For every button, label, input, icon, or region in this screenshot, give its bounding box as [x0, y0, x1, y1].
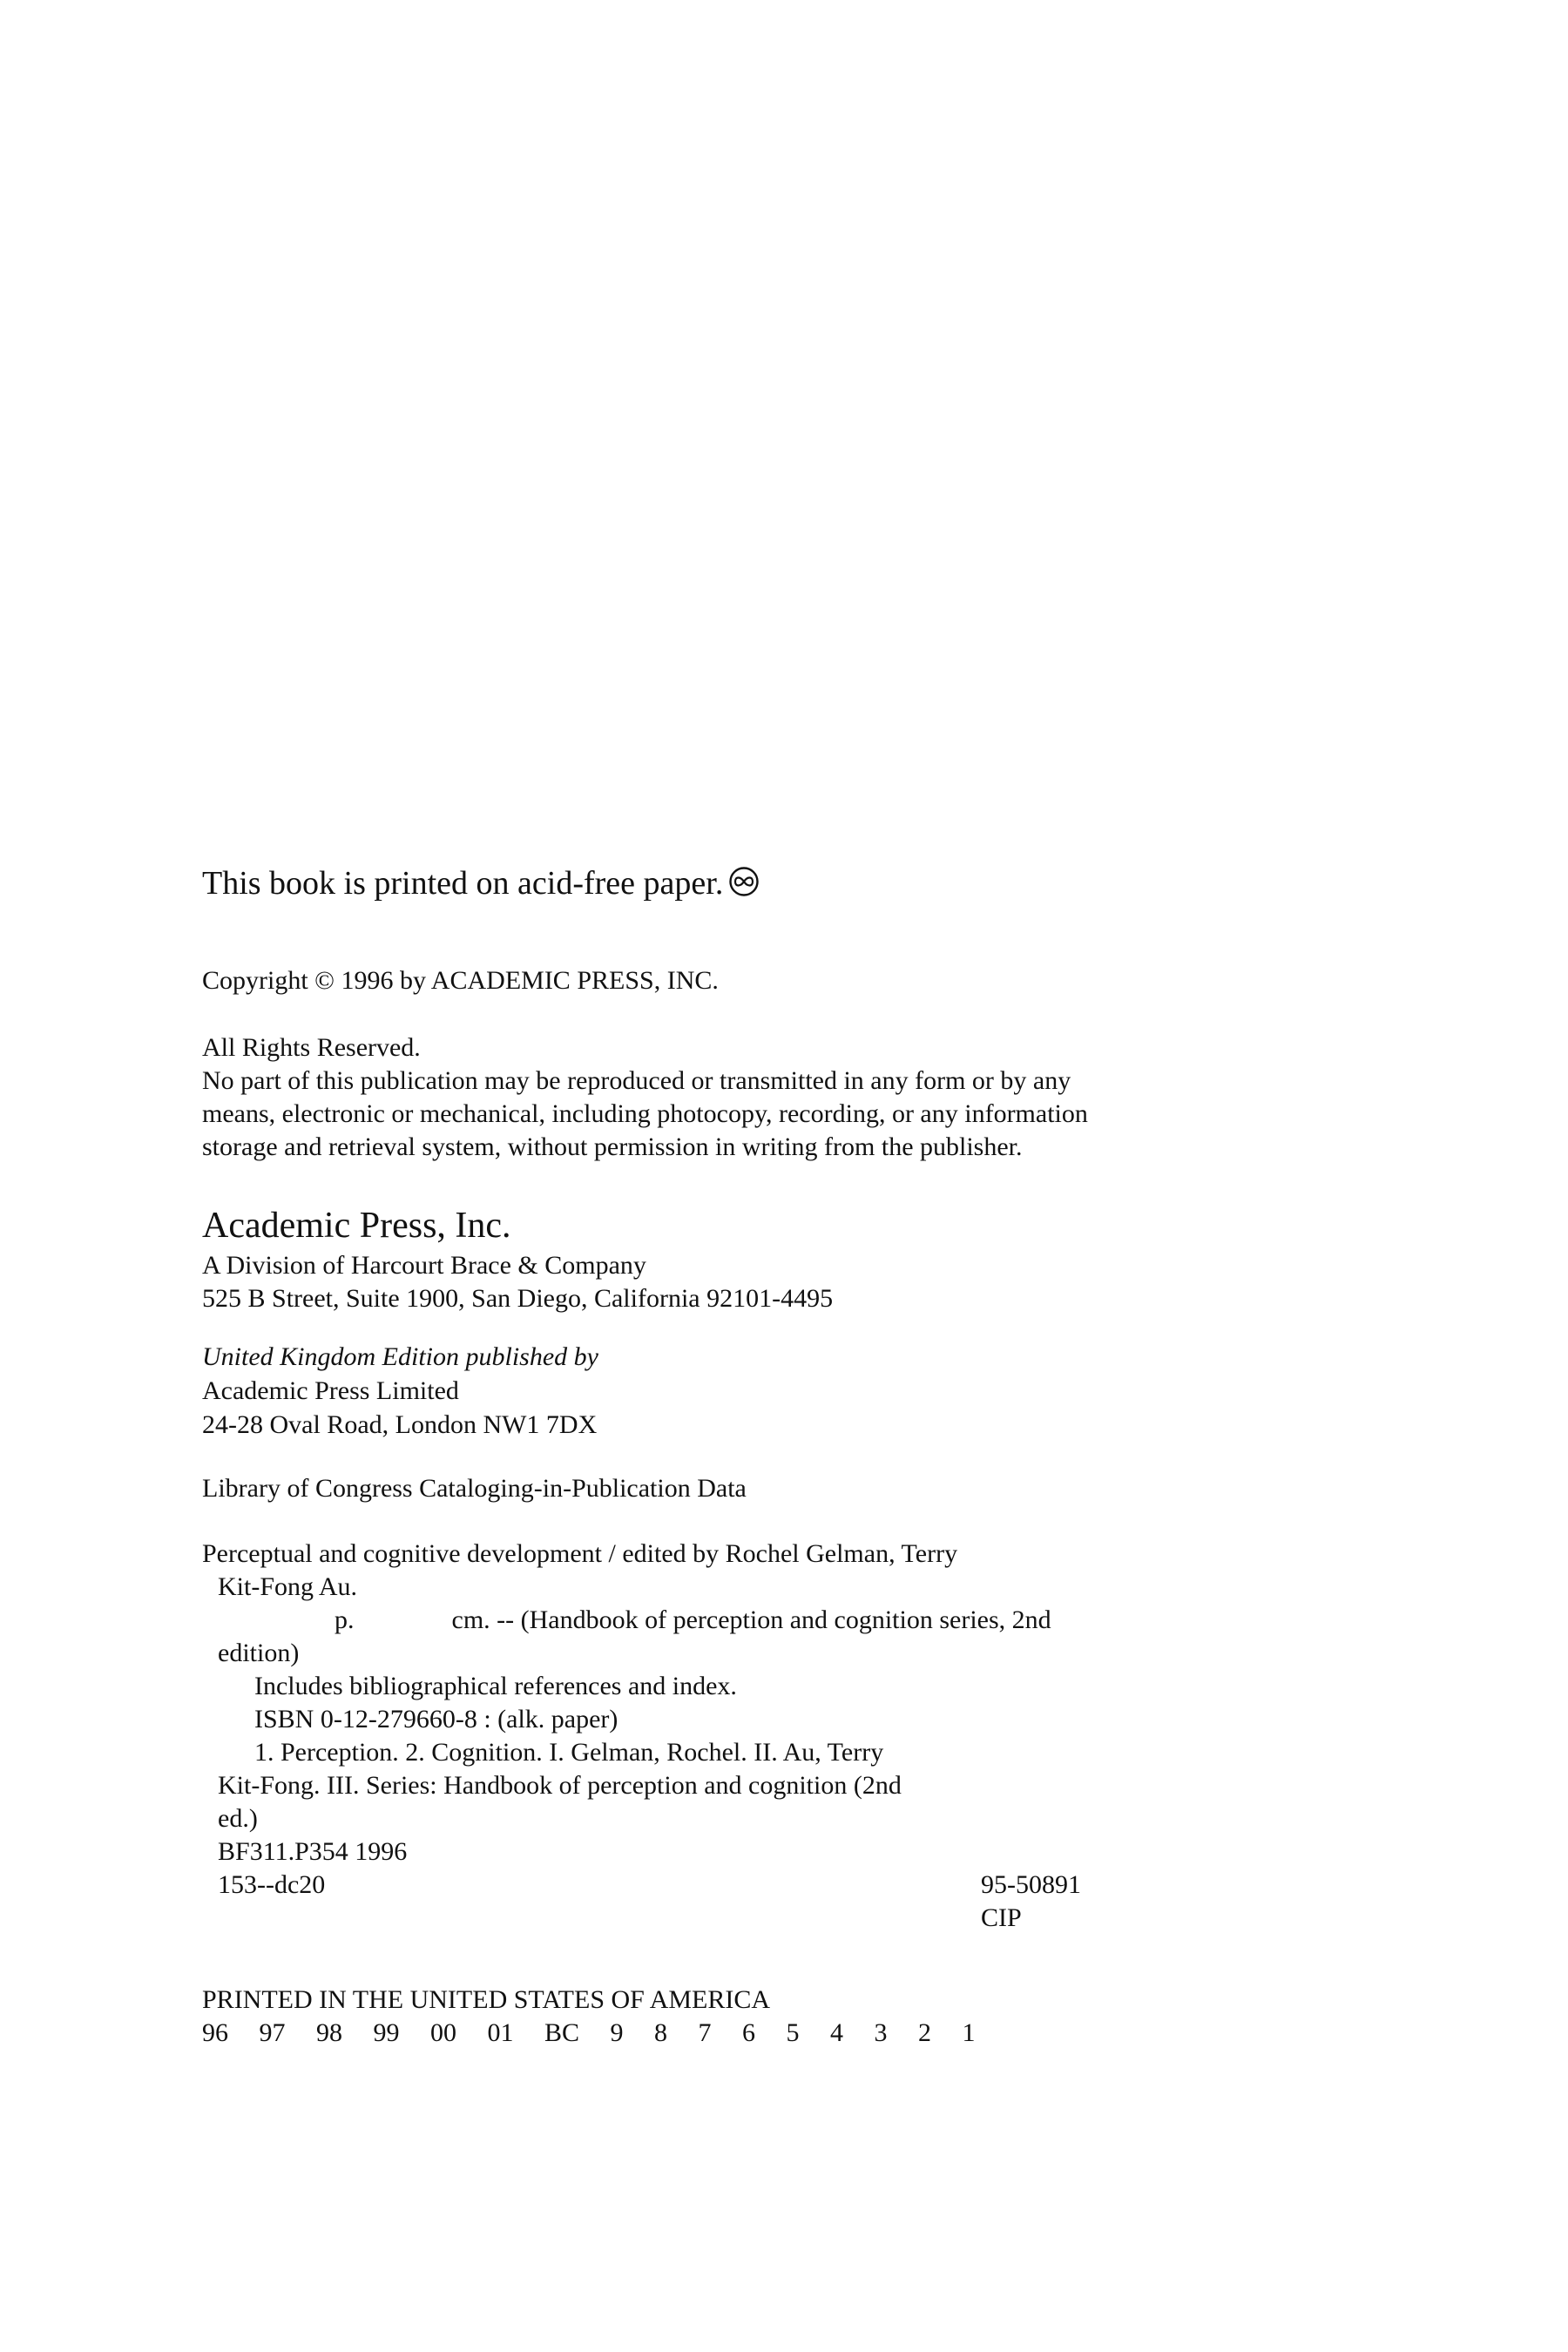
cip-dewey: 153--dc20: [218, 1870, 326, 1899]
infinity-circle-icon: [728, 866, 760, 908]
publisher-address: 525 B Street, Suite 1900, San Diego, California 92101-4495: [202, 1284, 834, 1313]
cip-lccn-block: [981, 1869, 1081, 1935]
acid-free-notice: [202, 862, 760, 908]
printing-number: 00: [430, 2018, 456, 2047]
printing-number: 96: [202, 2018, 228, 2047]
cip-physical-line: [202, 1604, 1051, 1637]
printing-number: 8: [654, 2018, 668, 2047]
uk-edition-label: United Kingdom Edition published by: [202, 1342, 598, 1371]
rights-line: storage and retrieval system, without permission in writing from the publisher.: [202, 1132, 1023, 1161]
printing-numbers: [202, 2017, 1000, 2050]
printing-number: 3: [874, 2018, 888, 2047]
cip-subjects: ed.): [218, 1804, 258, 1833]
cip-includes: Includes bibliographical references and index.: [254, 1672, 737, 1700]
rights-notice: [202, 1031, 1088, 1164]
publisher-name: Academic Press, Inc.: [202, 1206, 511, 1246]
copyright-line: Copyright © 1996 by ACADEMIC PRESS, INC.: [202, 966, 719, 995]
printing-number: 97: [259, 2018, 286, 2047]
publisher-division: A Division of Harcourt Brace & Company: [202, 1251, 646, 1280]
rights-line: No part of this publication may be reproduced or transmitted in any form or by any: [202, 1066, 1071, 1095]
rights-heading: All Rights Reserved.: [202, 1033, 421, 1062]
printing-number: 6: [742, 2018, 756, 2047]
printing-number: 2: [918, 2018, 932, 2047]
cip-series-cont: edition): [218, 1639, 300, 1667]
publisher-address-block: [202, 1249, 833, 1315]
printing-number: 5: [786, 2018, 800, 2047]
printing-number: 9: [610, 2018, 624, 2047]
uk-publisher-address: 24-28 Oval Road, London NW1 7DX: [202, 1410, 598, 1439]
cip-title-line: Kit-Fong Au.: [218, 1572, 358, 1601]
cip-isbn: ISBN 0-12-279660-8 : (alk. paper): [254, 1705, 618, 1734]
cip-subjects: Kit-Fong. III. Series: Handbook of perception and cognition (2nd: [218, 1771, 902, 1800]
uk-edition-block: [202, 1340, 598, 1442]
printing-number: 4: [830, 2018, 844, 2047]
cip-subjects: 1. Perception. 2. Cognition. I. Gelman, Rochel. II. Au, Terry: [254, 1738, 884, 1767]
cip-record: [202, 1538, 1051, 1902]
cip-lccn: 95-50891: [981, 1870, 1081, 1899]
cip-pages: p.: [335, 1605, 355, 1634]
printing-number: 1: [962, 2018, 976, 2047]
acid-free-text: This book is printed on acid-free paper.: [202, 865, 724, 902]
printing-number: 7: [698, 2018, 712, 2047]
printing-number: 99: [373, 2018, 400, 2047]
printing-number: 01: [487, 2018, 514, 2047]
cip-call-number: BF311.P354 1996: [218, 1837, 408, 1866]
cip-title-line: Perceptual and cognitive development / edited by Rochel Gelman, Terry: [202, 1539, 958, 1568]
printed-in-usa: PRINTED IN THE UNITED STATES OF AMERICA: [202, 1985, 771, 2014]
lcc-heading: Library of Congress Cataloging-in-Publication Data: [202, 1474, 747, 1503]
rights-line: means, electronic or mechanical, including photocopy, recording, or any information: [202, 1099, 1088, 1128]
uk-publisher-name: Academic Press Limited: [202, 1376, 459, 1405]
printing-number: BC: [544, 2018, 580, 2047]
cip-label: CIP: [981, 1903, 1022, 1932]
cip-series: cm. -- (Handbook of perception and cognition series, 2nd: [451, 1605, 1051, 1634]
printing-number: 98: [316, 2018, 342, 2047]
